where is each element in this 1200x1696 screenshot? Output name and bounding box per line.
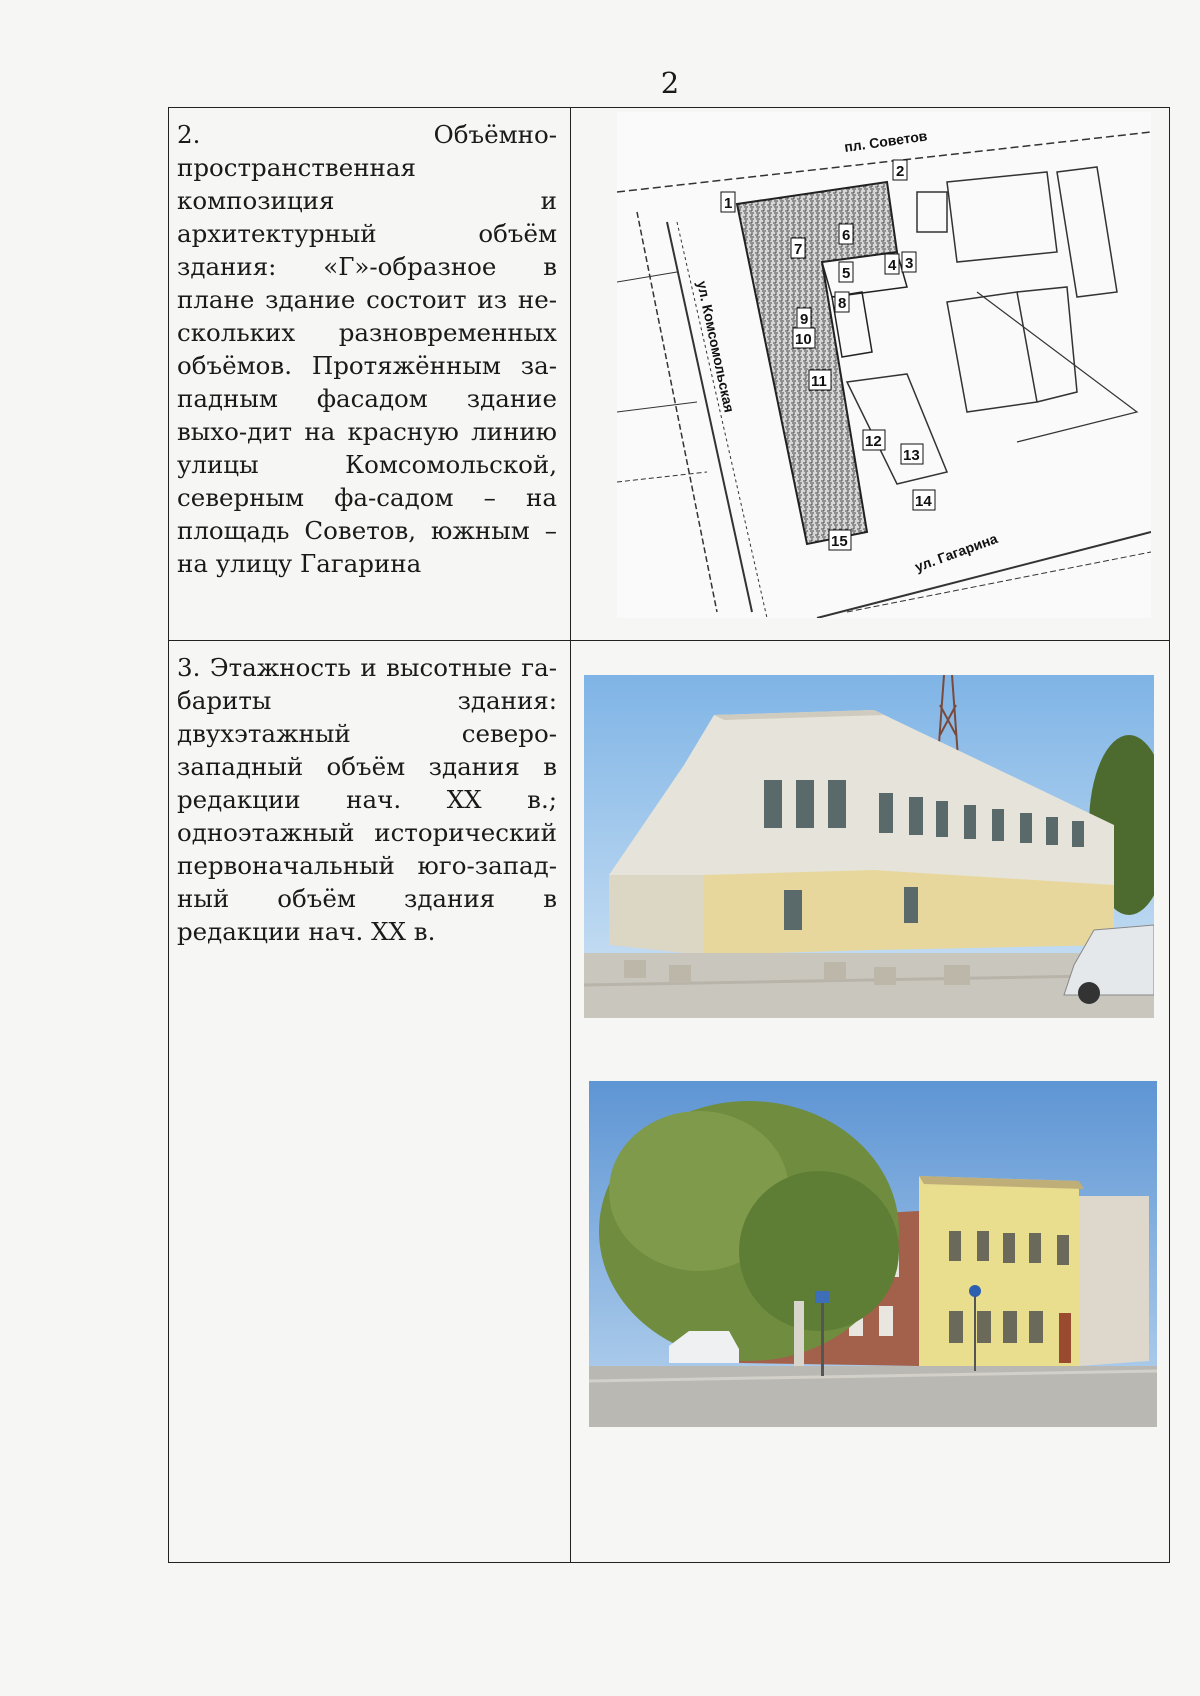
description-table [168, 107, 1170, 1563]
street-south-label: ул. Гагарина [912, 530, 1000, 575]
svg-text:13: 13 [903, 447, 920, 464]
site-plan-map [617, 112, 1151, 618]
column-divider [570, 108, 571, 1562]
svg-text:5: 5 [842, 265, 851, 282]
svg-text:10: 10 [795, 331, 812, 348]
svg-text:6: 6 [842, 227, 851, 244]
row-2-description: 2. Объёмно-пространственная композиция и архитектурный объём здания: «Г»-образное в плане здание состоит из не-скольких разновременных объёмов. Протяжённым за-падным фасадом здание выхо-дит на красную линию улицы Комсомольской, северным фа-садом – на площадь Советов, южным – на улицу Гагарина [177, 120, 557, 578]
svg-text:12: 12 [865, 433, 882, 450]
row-3-description: 3. Этажность и высотные га-бариты здания: двухэтажный северо-западный объём здания в редакции нач. XX в.; одноэтажный исторический первоначальный юго-запад-ный объём здания в редакции нач. XX в. [177, 653, 557, 946]
svg-text:8: 8 [838, 295, 847, 312]
building-photo-southwest [589, 1081, 1157, 1427]
svg-text:3: 3 [905, 255, 914, 272]
svg-text:4: 4 [888, 257, 897, 274]
svg-text:11: 11 [811, 373, 827, 390]
page-number: 2 [660, 66, 680, 100]
street-west-label: ул. Комсомольская [694, 279, 738, 414]
svg-text:2: 2 [896, 163, 905, 180]
svg-text:1: 1 [724, 195, 733, 212]
square-label: пл. Советов [843, 127, 929, 155]
row-divider [169, 640, 1169, 641]
svg-text:9: 9 [800, 311, 809, 328]
svg-text:15: 15 [831, 533, 848, 550]
svg-text:14: 14 [915, 493, 932, 510]
building-photo-northwest [584, 675, 1154, 1018]
svg-text:7: 7 [794, 241, 803, 258]
